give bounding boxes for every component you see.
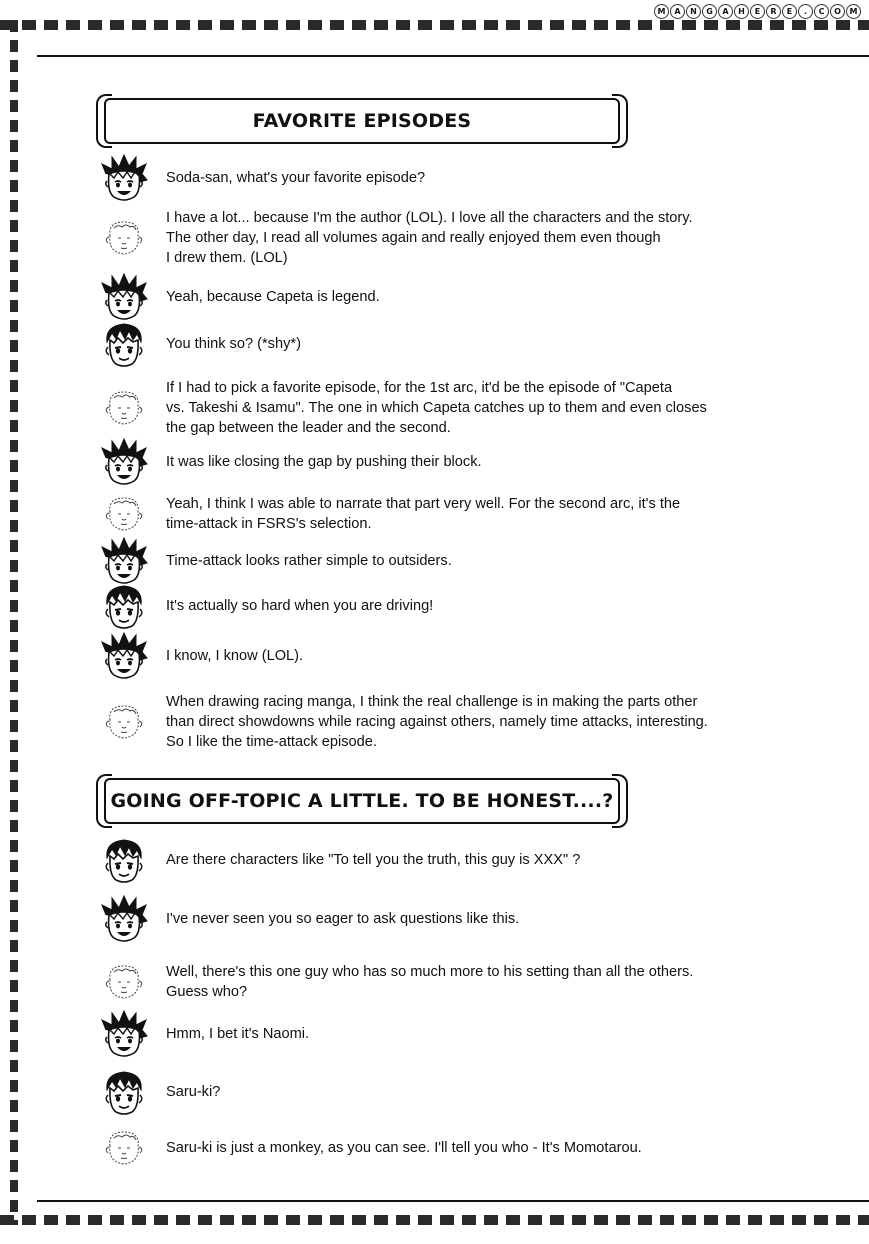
bottom-dashed-border	[0, 1215, 869, 1225]
dialogue-line	[100, 208, 860, 268]
dialogue-text: Saru-ki is just a monkey, as you can see. I'll tell you who - It's Momotarou.	[166, 1140, 642, 1156]
watermark-letter: E	[750, 4, 765, 19]
watermark-letter: .	[798, 4, 813, 19]
dialogue-text: Saru-ki?	[166, 1084, 221, 1100]
watermark-letter: M	[654, 4, 669, 19]
dialogue-line	[100, 273, 860, 321]
author-sketch-icon	[100, 1124, 148, 1172]
spiky-hair-character-icon	[100, 273, 148, 321]
dialogue-text: If I had to pick a favorite episode, for the 1st arc, it'd be the episode of "Capeta vs. Takeshi & Isamu". The one in which Capeta catches up to them and even closes the gap between the leader and the second.	[166, 380, 707, 436]
dialogue-line	[100, 537, 860, 585]
dialogue-line	[100, 632, 860, 680]
dialogue-line	[100, 490, 860, 538]
dialogue-line	[100, 582, 860, 630]
dialogue-text: I have a lot... because I'm the author (LOL). I love all the characters and the story. The other day, I read all volumes again and really enjoyed them even though I drew them. (LOL)	[166, 210, 693, 266]
spiky-hair-character-icon	[100, 1010, 148, 1058]
capeta-character-icon	[100, 836, 148, 884]
spiky-hair-character-icon	[100, 632, 148, 680]
dialogue-text: Yeah, because Capeta is legend.	[166, 289, 380, 305]
watermark-letter: O	[830, 4, 845, 19]
dialogue-line	[100, 320, 860, 368]
capeta-character-icon	[100, 582, 148, 630]
dialogue-line	[100, 438, 860, 486]
section-title-text: GOING OFF-TOPIC A LITTLE. TO BE HONEST....?	[110, 790, 614, 812]
dialogue-line	[100, 836, 860, 884]
capeta-character-icon	[100, 1068, 148, 1116]
dialogue-text: Well, there's this one guy who has so much more to his setting than all the others. Guess who?	[166, 964, 694, 1000]
mangahere-watermark	[652, 4, 863, 19]
dialogue-text: When drawing racing manga, I think the real challenge is in making the parts other than direct showdowns while racing against others, namely time attacks, interesting. So I like the time-attack episode.	[166, 694, 708, 750]
author-sketch-icon	[100, 384, 148, 432]
dialogue-line	[100, 154, 860, 202]
watermark-letter: M	[846, 4, 861, 19]
author-sketch-icon	[100, 214, 148, 262]
author-sketch-icon	[100, 958, 148, 1006]
watermark-letter: N	[686, 4, 701, 19]
watermark-letter: R	[766, 4, 781, 19]
dialogue-text: Hmm, I bet it's Naomi.	[166, 1026, 310, 1042]
section-title-text: FAVORITE EPISODES	[252, 110, 472, 132]
watermark-letter: G	[702, 4, 717, 19]
dialogue-line	[100, 692, 860, 752]
dialogue-text: Yeah, I think I was able to narrate that part very well. For the second arc, it's the time-attack in FSRS's selection.	[166, 496, 681, 532]
dialogue-text: It's actually so hard when you are driving!	[166, 598, 434, 614]
bottom-rule	[37, 1200, 869, 1202]
dialogue-line	[100, 378, 860, 438]
dialogue-text: You think so? (*shy*)	[166, 336, 301, 352]
spiky-hair-character-icon	[100, 154, 148, 202]
dialogue-text: Time-attack looks rather simple to outsiders.	[166, 553, 452, 569]
section-title-off-topic	[104, 778, 620, 824]
dialogue-text: Soda-san, what's your favorite episode?	[166, 170, 426, 186]
watermark-letter: E	[782, 4, 797, 19]
watermark-letter: A	[670, 4, 685, 19]
section-title-favorite-episodes	[104, 98, 620, 144]
dialogue-line	[100, 1124, 860, 1172]
watermark-letter: C	[814, 4, 829, 19]
dialogue-line	[100, 958, 860, 1006]
top-rule	[37, 55, 869, 57]
dialogue-line	[100, 1010, 860, 1058]
watermark-letter: A	[718, 4, 733, 19]
dialogue-text: I know, I know (LOL).	[166, 648, 304, 664]
dialogue-line	[100, 895, 860, 943]
spiky-hair-character-icon	[100, 895, 148, 943]
top-dashed-border	[0, 20, 869, 30]
dialogue-text: I've never seen you so eager to ask questions like this.	[166, 911, 520, 927]
watermark-letter: H	[734, 4, 749, 19]
author-sketch-icon	[100, 698, 148, 746]
left-dashed-border	[10, 20, 18, 1225]
spiky-hair-character-icon	[100, 438, 148, 486]
dialogue-text: Are there characters like "To tell you the truth, this guy is XXX" ?	[166, 852, 581, 868]
author-sketch-icon	[100, 490, 148, 538]
spiky-hair-character-icon	[100, 537, 148, 585]
dialogue-text: It was like closing the gap by pushing their block.	[166, 454, 482, 470]
dialogue-line	[100, 1068, 860, 1116]
capeta-character-icon	[100, 320, 148, 368]
